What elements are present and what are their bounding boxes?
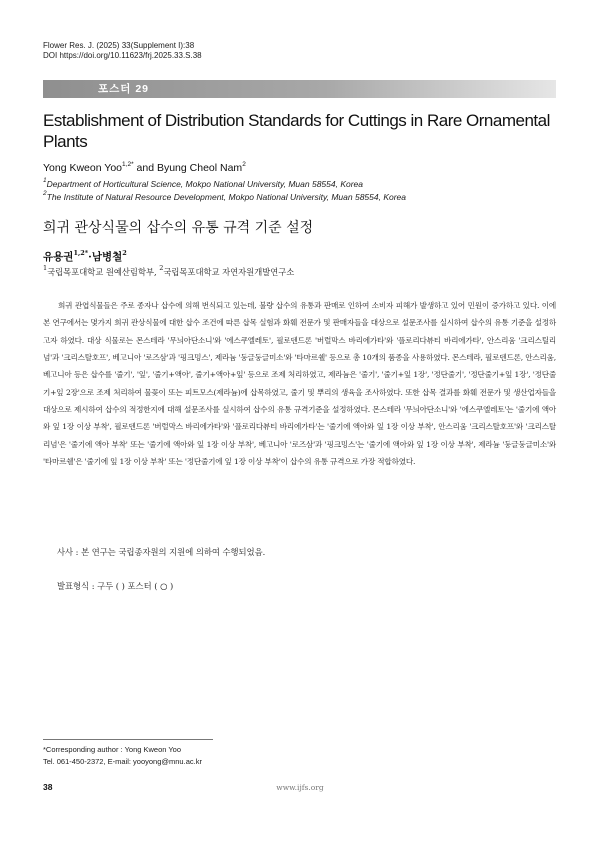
affiliation-text: 국립목포대학교 원예산림학부, — [47, 267, 160, 277]
author-superscript: 2 — [242, 161, 246, 168]
affiliation-mark: 2 — [43, 190, 47, 197]
author-superscript: 2 — [122, 249, 127, 257]
affiliation-mark: 1 — [43, 177, 47, 184]
author-line — [43, 162, 246, 175]
affiliation-text: Department of Horticultural Science, Mokpo National University, Muan 58554, Korea — [46, 179, 364, 189]
korean-author-name: 남병철 — [91, 251, 123, 263]
footnote-divider — [43, 739, 213, 740]
korean-affiliations — [43, 264, 295, 278]
section-label: 포스터 29 — [98, 83, 150, 95]
affiliation-2 — [43, 192, 406, 203]
korean-author-name: 유용권 — [43, 251, 74, 263]
author-name: Byung Cheol Nam — [156, 162, 243, 174]
page-number: 38 — [43, 782, 53, 792]
author-superscript: 1,2* — [122, 161, 134, 168]
journal-website: www.ijfs.org — [276, 783, 324, 792]
paper-title: Establishment of Distribution Standards for Cuttings in Rare Ornamental Plants — [43, 111, 550, 151]
section-band — [43, 80, 556, 98]
author-name: Yong Kweon Yoo — [43, 162, 123, 174]
author-superscript: 1,2* — [73, 249, 89, 257]
doi-line: DOI https://doi.org/10.11623/frj.2025.33.S.38 — [43, 51, 202, 60]
affiliation-1 — [43, 179, 363, 190]
corresponding-author: *Corresponding author : Yong Kweon Yoo — [43, 745, 182, 754]
journal-citation: Flower Res. J. (2025) 33(Supplement I):38 — [43, 41, 195, 50]
affiliation-mark: 2 — [159, 264, 164, 272]
contact-info: Tel. 061-450-2372, E-mail: yooyong@mnu.ac.kr — [43, 757, 202, 766]
korean-title: 희귀 관상식물의 삽수의 유통 규격 기준 설정 — [43, 220, 314, 236]
affiliation-text: The Institute of Natural Resource Development, Mokpo National University, Muan 58554, Korea — [46, 192, 407, 202]
affiliation-mark: 1 — [43, 264, 48, 272]
presentation-format: 발표형식 : 구두 ( ) 포스터 ( ○ ) — [57, 581, 174, 591]
abstract-body: 희귀 관엽식물들은 주로 종자나 삽수에 의해 번식되고 있는데, 불량 삽수의 유통과 판매로 인하여 소비자 피해가 발생하고 있어 민원이 증가하고 있다. 이에 본 연구에서는 몇가지 희귀 관상식물에 대한 삽수 조건에 따른 삽목 실험과 화훼 전문가 및 판매자들을 대상으로 설문조사를 실시하여 삽수의 유통 기준을 설정하고자 하였다. 대상 식물로는 몬스테라 '무늬아단소니'와 '에스쿠엘레토', 필로덴드론 '버럴막스 바리에가타'와 '플로리다뷰티 바리에가타', 안스리움 '크리스틸리넘'과 '크리스탈호프', 베고니아 '로즈삼'과 '핑크밍스', 제라늄 '둥글둥글미소'와 '타마르쉘' 등으로 총 10개의 품종을 사용하였다. 몬스테라, 필로덴드론, 안스리움, 베고니아 등은 삽수를 '줄기', '잎', '줄기+액아', 줄기+액아+잎' 등으로 조제 처리하였고, 제라늄은 '줄기', '줄기+잎 1장', '정단줄기', '정단줄기+잎 1장', '정단줄기+잎 2장'으로 조제 처리하여 물꽂이 또는 피트모스(제라늄)에 삽목하였고, 줄기 및 뿌리의 생육을 조사하였다. 또한 삽목 결과를 화훼 전문가 및 생산업자들을 대상으로 제시하여 삽수의 적정한지에 대해 설문조사를 실시하여 삽수의 유통 규격기준을 설정하였다. 몬스테라 '무늬아단소니'와 '에스쿠엘레토'는 '줄기에 액아와 잎 1장 이상 부착', 필로덴드론 '버럴막스 바리에가타'와 '플로리다뷰티 바리에가타'는 '줄기에 액아와 잎 1장 이상 부착', 안스리움 '크리스탈호프'와 '크리스탈리넘'은 '줄기에 액아 부착' 또는 '줄기에 액아와 잎 1장 이상 부착', 베고니아 '로즈삼'과 '핑크밍스'는 '줄기에 액아와 잎 1장 이상 부착', 제라늄 '둥글둥글미소'와 '타마르쉘'은 '줄기에 잎 1장 이상 부착' 또는 '정단줄기에 잎 1장 이상 부착'이 삽수의 유통 규격으로 가장 적합하였다. — [43, 301, 556, 467]
author-separator: · — [88, 251, 92, 263]
korean-author-line — [43, 251, 127, 264]
author-joiner: and — [133, 162, 157, 174]
acknowledgement: 사사 : 본 연구는 국립종자원의 지원에 의하여 수행되었음. — [57, 547, 266, 557]
affiliation-text: 국립목포대학교 자연자원개발연구소 — [163, 267, 295, 277]
